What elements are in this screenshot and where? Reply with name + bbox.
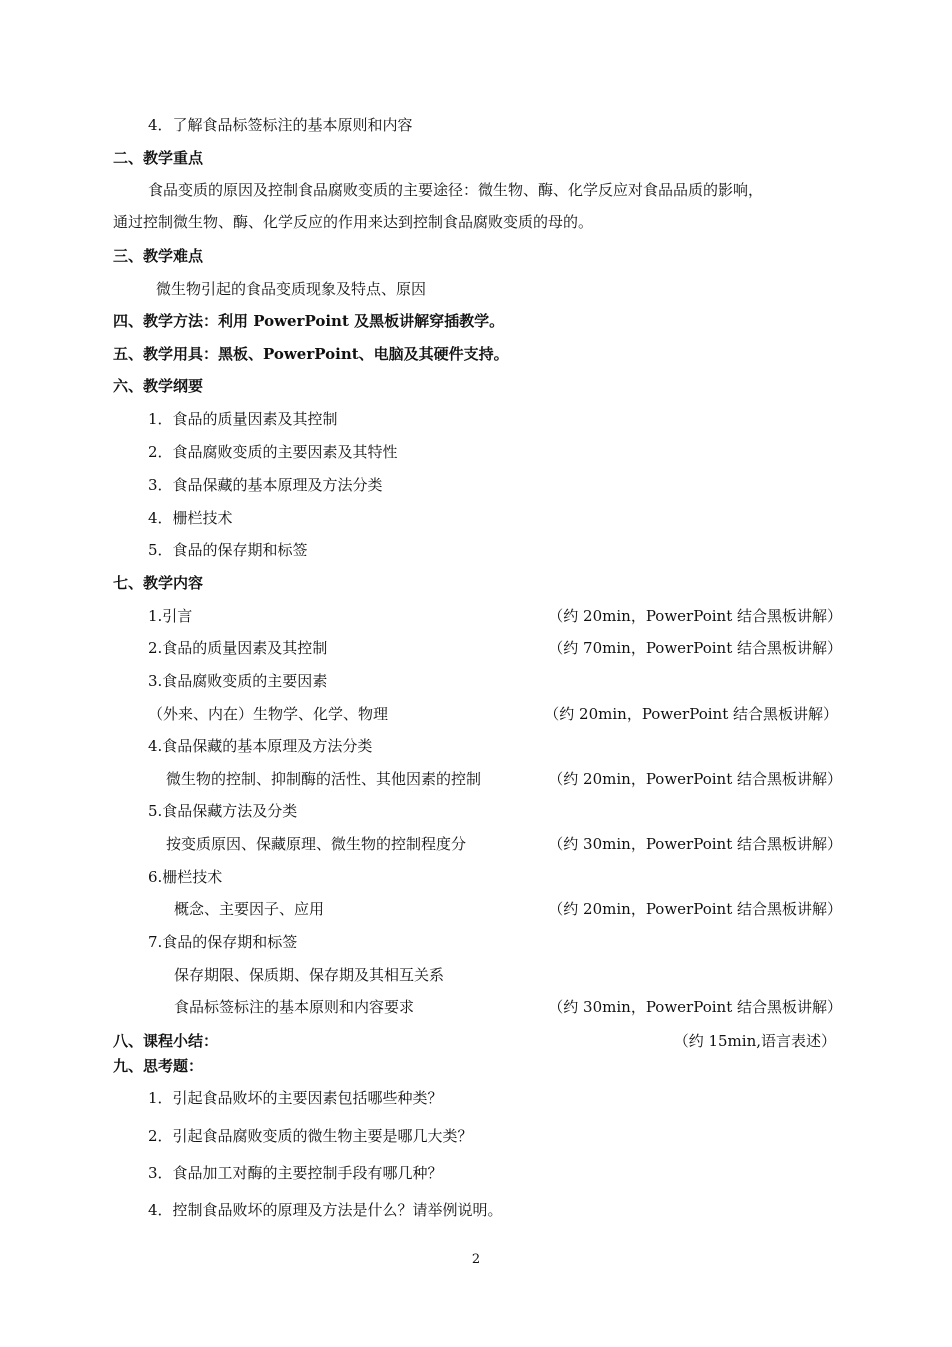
content-line-time: （约 20min，PowerPoint 结合黑板讲解） bbox=[548, 900, 842, 918]
content-line-time: （约 20min，PowerPoint 结合黑板讲解） bbox=[548, 607, 842, 625]
question-item: 2．引起食品腐败变质的微生物主要是哪几大类？ bbox=[148, 1127, 473, 1145]
section-summary-heading: 八、课程小结： bbox=[113, 1032, 219, 1050]
content-line-text: 按变质原因、保藏原理、微生物的控制程度分 bbox=[166, 835, 467, 853]
outline-item: 2．食品腐败变质的主要因素及其特性 bbox=[148, 443, 398, 461]
question-item: 1．引起食品败坏的主要因素包括哪些种类？ bbox=[148, 1089, 443, 1107]
key-points-paragraph-line-1: 食品变质的原因及控制食品腐败变质的主要途径：微生物、酶、化学反应对食品品质的影响， bbox=[148, 181, 764, 199]
page-number: 2 bbox=[471, 1252, 481, 1267]
question-item: 4．控制食品败坏的原理及方法是什么？请举例说明。 bbox=[148, 1201, 503, 1219]
content-line-text: （外来、内在）生物学、化学、物理 bbox=[148, 705, 389, 723]
section-teaching-tools: 五、教学用具：黑板、PowerPoint、电脑及其硬件支持。 bbox=[113, 345, 509, 363]
outline-item: 3．食品保藏的基本原理及方法分类 bbox=[148, 476, 383, 494]
section-key-points-heading: 二、教学重点 bbox=[113, 149, 204, 167]
question-item: 3．食品加工对酶的主要控制手段有哪几种？ bbox=[148, 1164, 443, 1182]
content-line-text: 5.食品保藏方法及分类 bbox=[148, 802, 298, 820]
section-content-heading: 七、教学内容 bbox=[113, 574, 204, 592]
content-line-text: 4.食品保藏的基本原理及方法分类 bbox=[148, 737, 373, 755]
section-outline-heading: 六、教学纲要 bbox=[113, 377, 204, 395]
section-difficulties-heading: 三、教学难点 bbox=[113, 247, 204, 265]
objective-item-4: 4．了解食品标签标注的基本原则和内容 bbox=[148, 116, 413, 134]
content-line-text: 7.食品的保存期和标签 bbox=[148, 933, 298, 951]
section-questions-heading: 九、思考题： bbox=[113, 1057, 204, 1075]
outline-item: 1．食品的质量因素及其控制 bbox=[148, 410, 338, 428]
outline-item: 5．食品的保存期和标签 bbox=[148, 541, 308, 559]
content-line-time: （约 30min，PowerPoint 结合黑板讲解） bbox=[548, 835, 842, 853]
content-line-text: 1.引言 bbox=[148, 607, 193, 625]
outline-item: 4．栅栏技术 bbox=[148, 509, 233, 527]
content-line-text: 微生物的控制、抑制酶的活性、其他因素的控制 bbox=[166, 770, 482, 788]
content-line-text: 食品标签标注的基本原则和内容要求 bbox=[174, 998, 415, 1016]
content-line-time: （约 70min，PowerPoint 结合黑板讲解） bbox=[548, 639, 842, 657]
difficulties-text: 微生物引起的食品变质现象及特点、原因 bbox=[156, 280, 427, 298]
summary-time: （约 15min,语言表述） bbox=[673, 1032, 836, 1050]
content-line-text: 6.栅栏技术 bbox=[148, 868, 223, 886]
content-line-time: （约 30min，PowerPoint 结合黑板讲解） bbox=[548, 998, 842, 1016]
section-teaching-method: 四、教学方法：利用 PowerPoint 及黑板讲解穿插教学。 bbox=[113, 312, 505, 330]
content-line-text: 概念、主要因子、应用 bbox=[174, 900, 325, 918]
content-line-text: 3.食品腐败变质的主要因素 bbox=[148, 672, 328, 690]
content-line-time: （约 20min，PowerPoint 结合黑板讲解） bbox=[548, 770, 842, 788]
key-points-paragraph-line-2: 通过控制微生物、酶、化学反应的作用来达到控制食品腐败变质的母的。 bbox=[113, 213, 594, 231]
content-line-text: 保存期限、保质期、保存期及其相互关系 bbox=[174, 966, 445, 984]
content-line-time: （约 20min，PowerPoint 结合黑板讲解） bbox=[544, 705, 838, 723]
content-line-text: 2.食品的质量因素及其控制 bbox=[148, 639, 328, 657]
